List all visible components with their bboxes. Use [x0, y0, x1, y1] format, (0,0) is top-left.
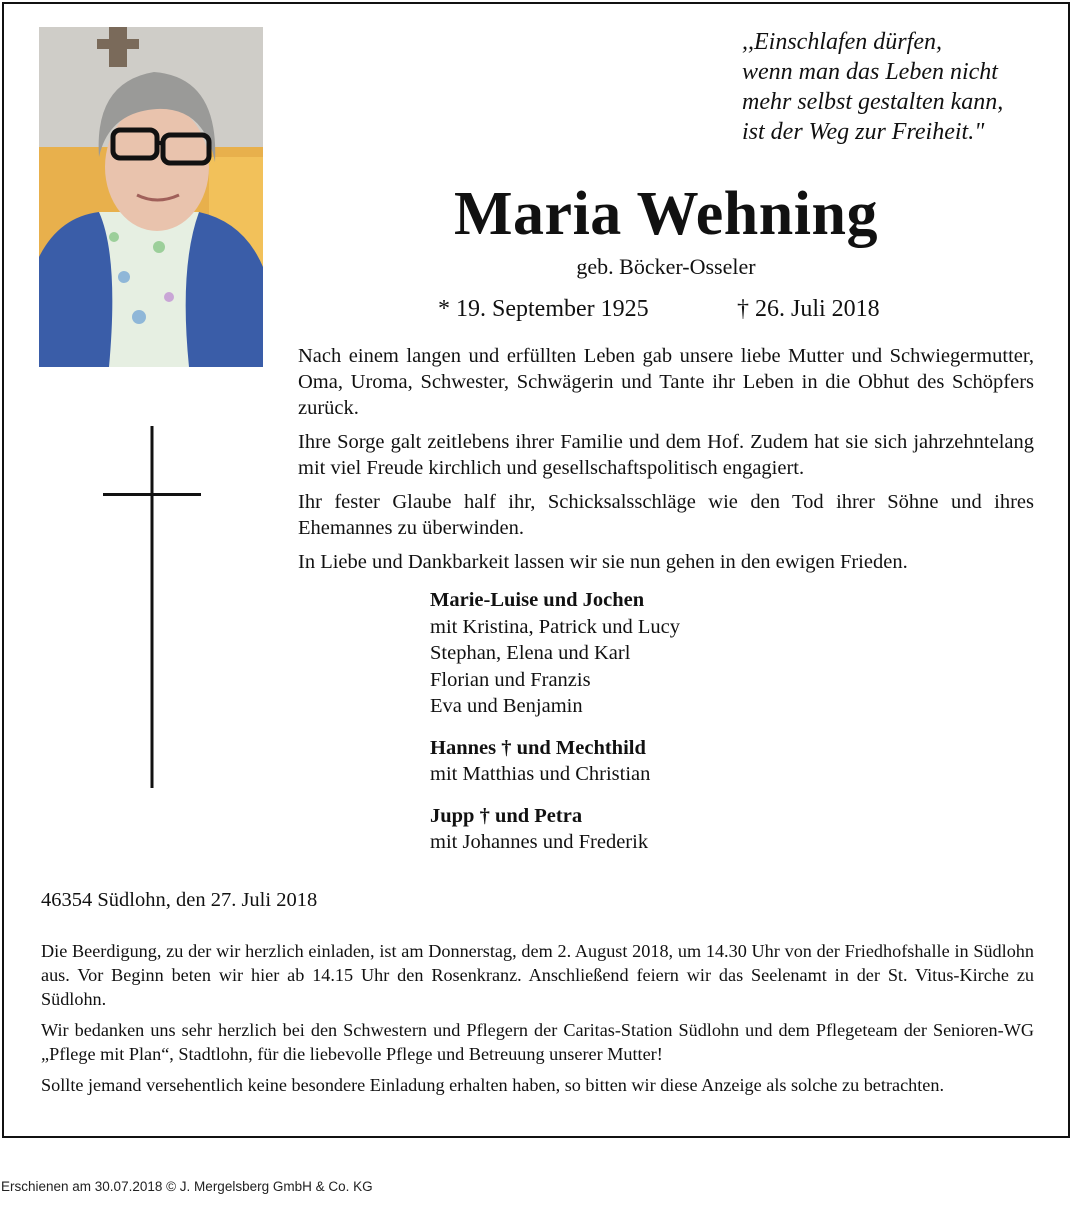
place-date: 46354 Südlohn, den 27. Juli 2018: [41, 889, 318, 911]
family-group: [430, 803, 680, 856]
family-group: [430, 735, 680, 788]
maiden-name: geb. Böcker-Osseler: [576, 254, 756, 279]
family-group: [430, 587, 680, 720]
quote: [742, 27, 1052, 147]
family-line: Stephan, Elena und Karl: [430, 642, 631, 664]
family-group-head: Jupp † und Petra: [430, 804, 583, 827]
family-list: [430, 587, 680, 871]
quote-line: ist der Weg zur Freiheit.": [742, 119, 985, 145]
birth-date: * 19. September 1925: [438, 296, 649, 322]
obituary-paragraph: Nach einem langen und erfüllten Leben gab unsere liebe Mutter und Schwiegermutter, Oma, Uroma, Schwester, Schwägerin und Tante ihr Leben in die Obhut des Schöpfers zurück.: [298, 345, 1034, 419]
portrait-photo: [39, 27, 263, 367]
family-line: Eva und Benjamin: [430, 695, 583, 717]
family-line: mit Kristina, Patrick und Lucy: [430, 615, 680, 638]
obituary-text: [298, 343, 1034, 583]
death-date: † 26. Juli 2018: [737, 296, 880, 322]
family-group-head: Marie-Luise und Jochen: [430, 589, 645, 611]
quote-line: ,,Einschlafen dürfen,: [742, 29, 942, 55]
family-line: mit Johannes und Frederik: [430, 831, 649, 853]
publication-footer: Erschienen am 30.07.2018 © J. Mergelsberg GmbH & Co. KG: [1, 1179, 373, 1194]
funeral-paragraph: Die Beerdigung, zu der wir herzlich einladen, ist am Donnerstag, dem 2. August 2018, um 14.30 Uhr von der Friedhofshalle in Südlohn aus. Vor Beginn beten wir hier ab 14.15 Uhr den Rosenkranz. Anschließend feiern wir das Seelenamt in der St. Vitus-Kirche zu Südlohn.: [41, 941, 1034, 1009]
funeral-paragraph: Wir bedanken uns sehr herzlich bei den Schwestern und Pflegern der Caritas-Station Südlohn und dem Pflegeteam der Senioren-WG „Pflege mit Plan“, Stadtlohn, für die liebevolle Pflege und Betreuung unserer Mutter!: [41, 1020, 1034, 1064]
family-group-head: Hannes † und Mechthild: [430, 736, 646, 759]
quote-line: wenn man das Leben nicht: [742, 59, 998, 85]
obituary-paragraph: Ihre Sorge galt zeitlebens ihrer Familie und dem Hof. Zudem hat sie sich jahrzehntelang mit viel Freude kirchlich und gesellschaftspolitisch engagiert.: [298, 431, 1034, 479]
quote-line: mehr selbst gestalten kann,: [742, 89, 1004, 115]
obituary-paragraph: In Liebe und Dankbarkeit lassen wir sie nun gehen in den ewigen Frieden.: [298, 551, 908, 573]
deceased-name: Maria Wehning: [454, 180, 878, 248]
funeral-paragraph: Sollte jemand versehentlich keine besondere Einladung erhalten haben, so bitten wir diese Anzeige als solche zu betrachten.: [41, 1075, 944, 1095]
obituary-paragraph: Ihr fester Glaube half ihr, Schicksalsschläge wie den Tod ihrer Söhne und ihres Ehemannes zu überwinden.: [298, 491, 1034, 539]
funeral-info: [41, 939, 1034, 1104]
cross-icon: [103, 426, 201, 788]
family-line: Florian und Franzis: [430, 668, 591, 691]
family-line: mit Matthias und Christian: [430, 763, 651, 785]
